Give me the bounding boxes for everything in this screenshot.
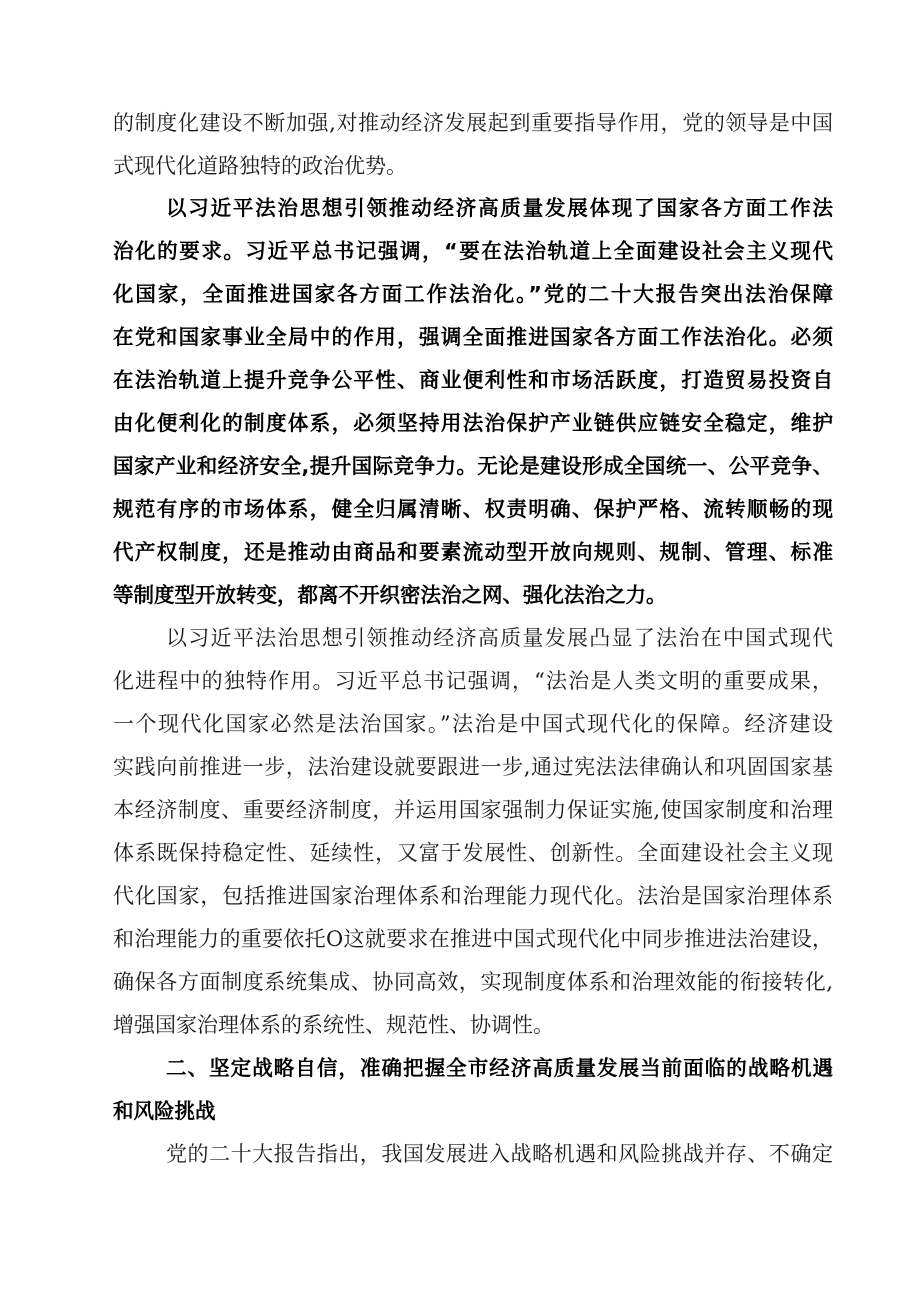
text-line: 化进程中的独特作用。习近平总书记强调，“法治是人类文明的重要成果， [113, 669, 833, 693]
text-line: 在党和国家事业全局中的作用，强调全面推进国家各方面工作法治化。必须 [113, 325, 833, 349]
text-line: 本经济制度、重要经济制度，并运用国家强制力保证实施,使国家制度和治理 [113, 798, 833, 822]
text-line: 实践向前推进一步，法治建设就要跟进一步,通过宪法法律确认和巩固国家基 [113, 755, 833, 779]
text-line: 和治理能力的重要依托O这就要求在推进中国式现代化中同步推进法治建设， [113, 927, 833, 951]
text-line: 确保各方面制度系统集成、协同高效，实现制度体系和治理效能的衔接转化, [113, 970, 833, 994]
text-line: 一个现代化国家必然是法治国家。”法治是中国式现代化的保障。经济建设 [113, 712, 833, 736]
text-line: 等制度型开放转变，都离不开织密法治之网、强化法治之力。 [113, 583, 667, 607]
text-line: 由化便利化的制度体系，必须坚持用法治保护产业链供应链安全稳定，维护 [113, 411, 833, 435]
text-line: 党的二十大报告指出，我国发展进入战略机遇和风险挑战并存、不确定 [166, 1142, 833, 1166]
text-line: 在法治轨道上提升竞争公平性、商业便利性和市场活跃度，打造贸易投资自 [113, 368, 833, 392]
text-line: 和风险挑战 [113, 1099, 216, 1123]
text-line: 式现代化道路独特的政治优势。 [113, 154, 407, 178]
text-line: 治化的要求。习近平总书记强调，“要在法治轨道上全面建设社会主义现代 [113, 239, 833, 263]
text-line: 以习近平法治思想引领推动经济高质量发展体现了国家各方面工作法 [166, 196, 833, 220]
text-line: 国家产业和经济安全,提升国际竞争力。无论是建设形成全国统一、公平竞争、 [113, 454, 833, 478]
text-line: 化国家，全面推进国家各方面工作法治化。”党的二十大报告突出法治保障 [113, 282, 833, 306]
text-line: 二、坚定战略自信，准确把握全市经济高质量发展当前面临的战略机遇 [166, 1056, 833, 1080]
text-line: 增强国家治理体系的系统性、规范性、协调性。 [113, 1013, 554, 1037]
text-line: 的制度化建设不断加强,对推动经济发展起到重要指导作用，党的领导是中国 [113, 111, 833, 135]
text-line: 规范有序的市场体系，健全归属清晰、权责明确、保护严格、流转顺畅的现 [113, 497, 833, 521]
text-line: 以习近平法治思想引领推动经济高质量发展凸显了法治在中国式现代 [166, 626, 833, 650]
text-line: 代产权制度，还是推动由商品和要素流动型开放向规则、规制、管理、标准 [113, 540, 833, 564]
text-line: 体系既保持稳定性、延续性，又富于发展性、创新性。全面建设社会主义现 [113, 841, 833, 865]
text-line: 代化国家，包括推进国家治理体系和治理能力现代化。法治是国家治理体系 [113, 884, 833, 908]
